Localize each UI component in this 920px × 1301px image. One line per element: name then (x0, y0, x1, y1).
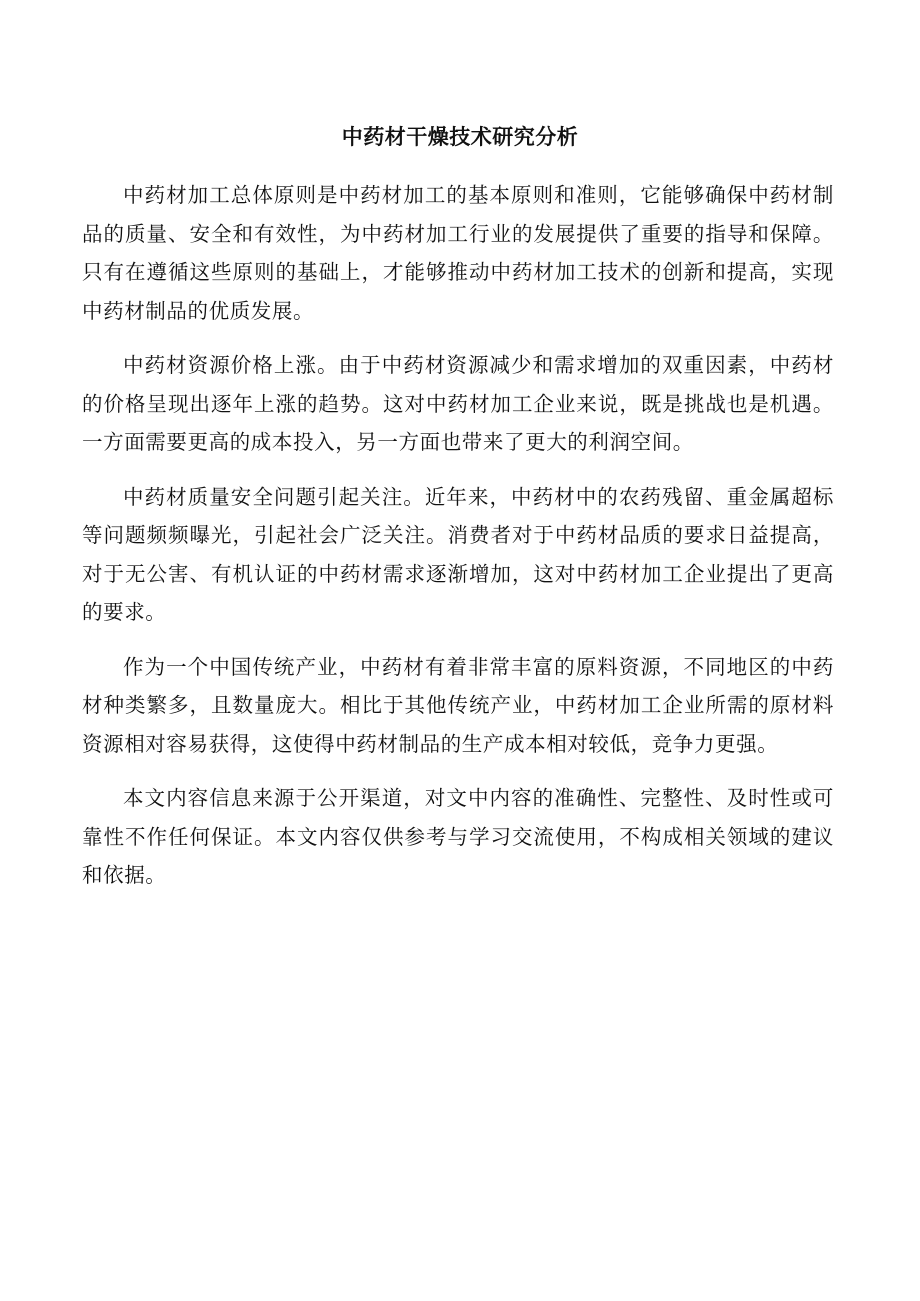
paragraph-4: 作为一个中国传统产业，中药材有着非常丰富的原料资源，不同地区的中药材种类繁多，且数量庞大。相比于其他传统产业，中药材加工企业所需的原材料资源相对容易获得，这使得中药材制品的生产成本相对较低，竞争力更强。 (82, 654, 834, 756)
paragraph-3: 中药材质量安全问题引起关注。近年来，中药材中的农药残留、重金属超标等问题频频曝光，引起社会广泛关注。消费者对于中药材品质的要求日益提高，对于无公害、有机认证的中药材需求逐渐增加，这对中药材加工企业提出了更高的要求。 (82, 484, 834, 624)
paragraph-1: 中药材加工总体原则是中药材加工的基本原则和准则，它能够确保中药材制品的质量、安全和有效性，为中药材加工行业的发展提供了重要的指导和保障。只有在遵循这些原则的基础上，才能够推动中药材加工技术的创新和提高，实现中药材制品的优质发展。 (82, 183, 834, 323)
document-title: 中药材干燥技术研究分析 (341, 125, 579, 149)
paragraph-5: 本文内容信息来源于公开渠道，对文中内容的准确性、完整性、及时性或可靠性不作任何保证。本文内容仅供参考与学习交流使用，不构成相关领域的建议和依据。 (82, 786, 834, 887)
document-body (82, 176, 834, 911)
paragraph-2: 中药材资源价格上涨。由于中药材资源减少和需求增加的双重因素，中药材的价格呈现出逐年上涨的趋势。这对中药材加工企业来说，既是挑战也是机遇。一方面需要更高的成本投入，另一方面也带来了更大的利润空间。 (82, 353, 834, 454)
